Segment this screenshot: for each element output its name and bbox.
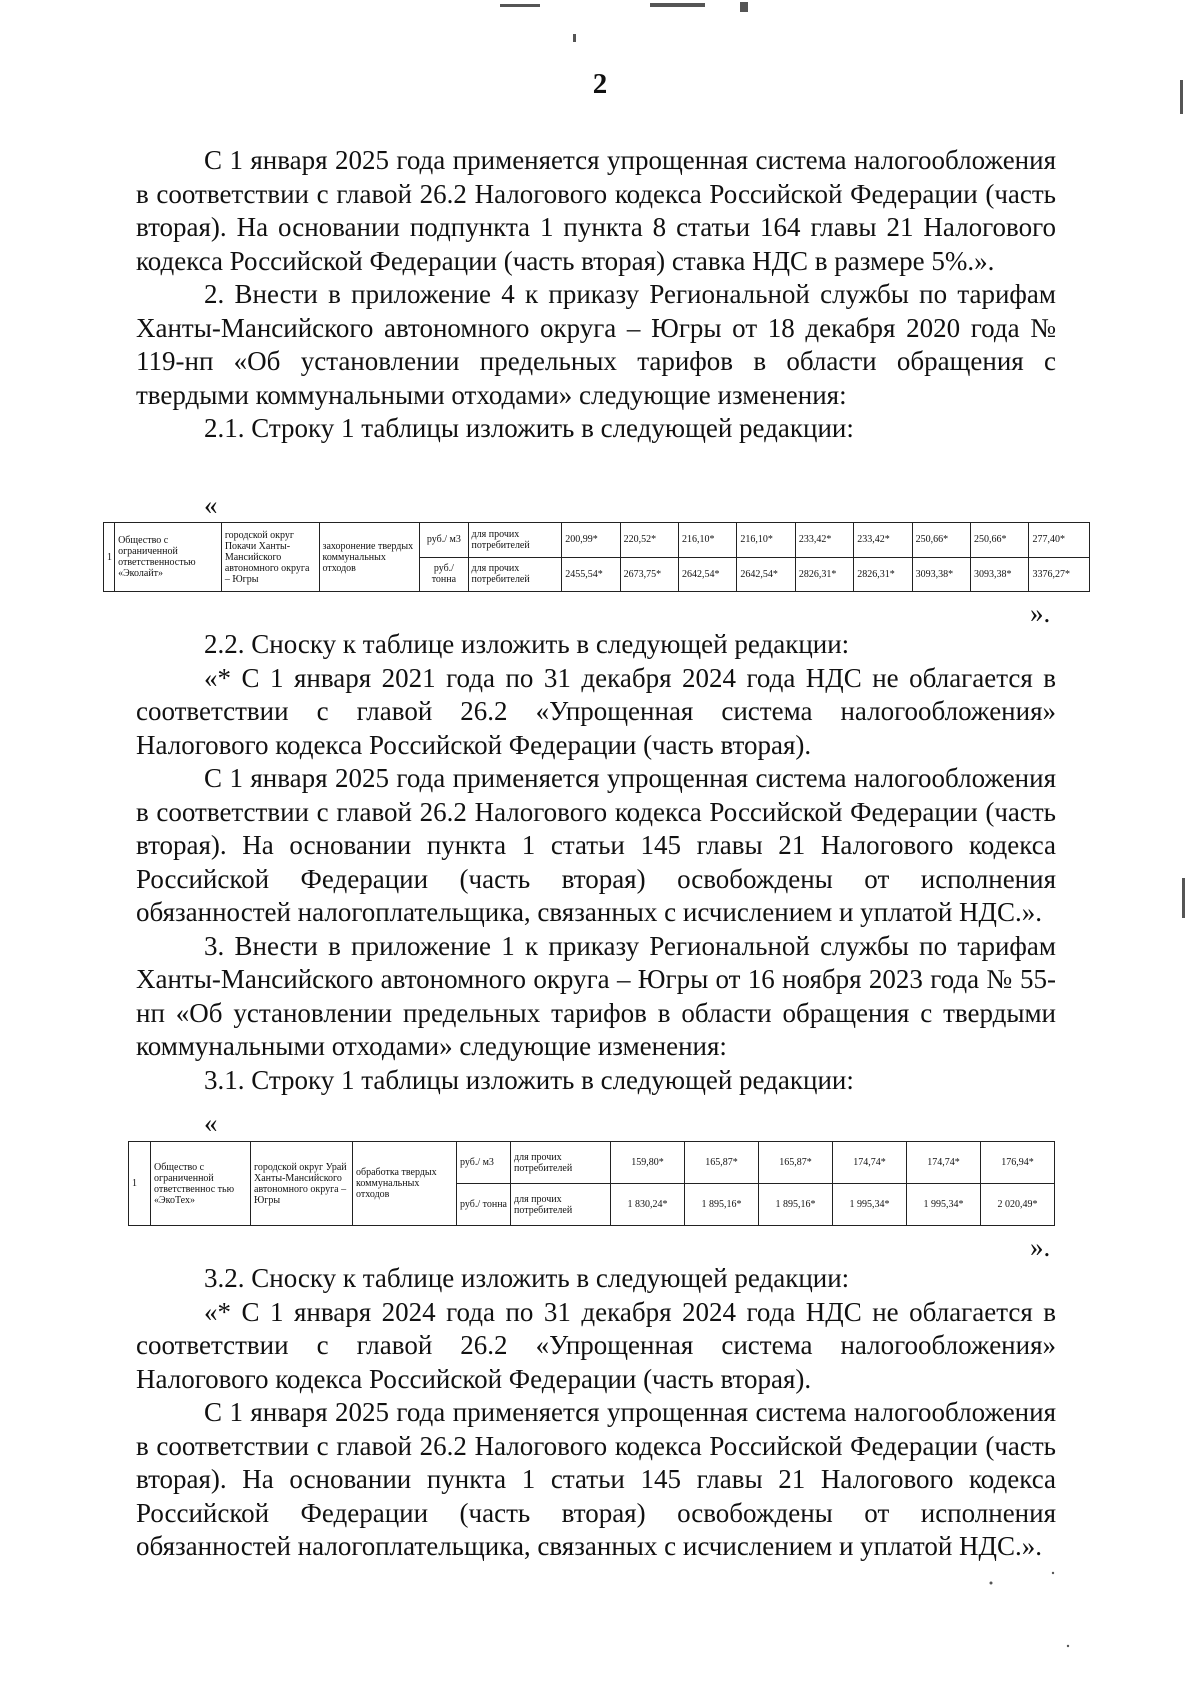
tariff-value: 1 830,24*	[611, 1184, 685, 1226]
text-block-middle	[136, 628, 1056, 1097]
tariff-value: 216,10*	[679, 523, 737, 558]
paragraph: 2. Внести в приложение 4 к приказу Региональной службы по тарифам Ханты-Мансийского автономного округа – Югры от 18 декабря 2020 года № 119-нп «Об установлении предельных тарифов в области обращения с твердыми коммунальными отходами» следующие изменения:	[136, 279, 1056, 410]
tariff-value: 3093,38*	[971, 557, 1029, 592]
unit-cell: руб./ тонна	[420, 557, 468, 592]
tariff-value: 216,10*	[737, 523, 795, 558]
row-number: 1	[129, 1142, 151, 1226]
tariff-value: 250,66*	[912, 523, 970, 558]
tariff-value: 174,74*	[833, 1142, 907, 1184]
consumer-cell: для прочих потребителей	[468, 557, 562, 592]
tariff-value: 2826,31*	[854, 557, 912, 592]
paragraph: 2.1. Строку 1 таблицы изложить в следующей редакции:	[204, 413, 854, 443]
tariff-table-1	[103, 522, 1090, 592]
tariff-value: 200,99*	[562, 523, 620, 558]
text-block-top	[136, 144, 1056, 446]
tariff-value: 220,52*	[620, 523, 678, 558]
unit-cell: руб./ тонна	[457, 1184, 511, 1226]
paragraph: 2.2. Сноску к таблице изложить в следующей редакции:	[204, 629, 850, 659]
tariff-value: 2673,75*	[620, 557, 678, 592]
tariff-value: 1 895,16*	[685, 1184, 759, 1226]
tariff-value: 1 895,16*	[759, 1184, 833, 1226]
row-number: 1	[104, 523, 115, 592]
activity-cell: захоронение твердых коммунальных отходов	[319, 523, 420, 592]
open-quote: «	[204, 490, 218, 520]
paragraph: 3.1. Строку 1 таблицы изложить в следующей редакции:	[204, 1064, 854, 1095]
tariff-value: 2455,54*	[562, 557, 620, 592]
text-block-bottom	[136, 1262, 1056, 1564]
tariff-value: 3093,38*	[912, 557, 970, 592]
tariff-value: 165,87*	[685, 1142, 759, 1184]
tariff-value: 2826,31*	[795, 557, 853, 592]
paragraph: С 1 января 2025 года применяется упрощенная система налогообложения в соответствии с главой 26.2 Налогового кодекса Российской Федерации (часть вторая). На основании подпункта 1 пункта 8 статьи 164 главы 21 Налогового кодекса Российской Федерации (часть вторая) ставка НДС в размере 5%.».	[136, 145, 1056, 276]
consumer-cell: для прочих потребителей	[511, 1184, 611, 1226]
unit-cell: руб./ м3	[420, 523, 468, 558]
territory-cell: городской округ Покачи Ханты-Мансийского автономного округа – Югры	[221, 523, 319, 592]
tariff-value: 1 995,34*	[907, 1184, 981, 1226]
unit-cell: руб./ м3	[457, 1142, 511, 1184]
tariff-value: 176,94*	[981, 1142, 1055, 1184]
consumer-cell: для прочих потребителей	[511, 1142, 611, 1184]
paragraph: С 1 января 2025 года применяется упрощенная система налогообложения в соответствии с главой 26.2 Налогового кодекса Российской Федерации (часть вторая). На основании пункта 1 статьи 145 главы 21 Налогового кодекса Российской Федерации (часть вторая) освобождены от исполнения обязанностей налогоплательщика, связанных с исчислением и уплатой НДС.».	[136, 763, 1056, 927]
tariff-value: 174,74*	[907, 1142, 981, 1184]
tariff-value: 159,80*	[611, 1142, 685, 1184]
paragraph: 3.2. Сноску к таблице изложить в следующей редакции:	[204, 1263, 850, 1293]
activity-cell: обработка твердых коммунальных отходов	[353, 1142, 457, 1226]
tariff-value: 3376,27*	[1029, 557, 1090, 592]
page-number: 2	[592, 68, 608, 100]
tariff-value: 1 995,34*	[833, 1184, 907, 1226]
paragraph: 3. Внести в приложение 1 к приказу Региональной службы по тарифам Ханты-Мансийского автономного округа – Югры от 16 ноября 2023 года № 55-нп «Об установлении предельных тарифов в области обращения с твердыми коммунальными отходами» следующие изменения:	[136, 930, 1056, 1061]
tariff-value: 233,42*	[795, 523, 853, 558]
paragraph: «* С 1 января 2024 года по 31 декабря 2024 года НДС не облагается в соответствии с главой 26.2 «Упрощенная система налогообложения» Налогового кодекса Российской Федерации (часть вторая).	[136, 1296, 1056, 1394]
tariff-value: 2642,54*	[737, 557, 795, 592]
tariff-value: 277,40*	[1029, 523, 1090, 558]
tariff-value: 233,42*	[854, 523, 912, 558]
tariff-table-2	[128, 1141, 1055, 1226]
table-row	[104, 523, 1090, 558]
organization-cell: Общество с ограниченной ответственнос тью «ЭкоТех»	[151, 1142, 251, 1226]
organization-cell: Общество с ограниченной ответственностью «Эколайт»	[115, 523, 222, 592]
consumer-cell: для прочих потребителей	[468, 523, 562, 558]
tariff-value: 165,87*	[759, 1142, 833, 1184]
close-quote: ».	[1030, 1232, 1051, 1262]
table-row	[129, 1142, 1055, 1184]
paragraph: «* С 1 января 2021 года по 31 декабря 2024 года НДС не облагается в соответствии с главой 26.2 «Упрощенная система налогообложения» Налогового кодекса Российской Федерации (часть вторая).	[136, 662, 1056, 760]
tariff-value: 2642,54*	[679, 557, 737, 592]
tariff-value: 2 020,49*	[981, 1184, 1055, 1226]
paragraph: С 1 января 2025 года применяется упрощенная система налогообложения в соответствии с главой 26.2 Налогового кодекса Российской Федерации (часть вторая). На основании пункта 1 статьи 145 главы 21 Налогового кодекса Российской Федерации (часть вторая) освобождены от исполнения обязанностей налогоплательщика, связанных с исчислением и уплатой НДС.».	[136, 1397, 1056, 1561]
open-quote: «	[204, 1108, 218, 1138]
tariff-value: 250,66*	[971, 523, 1029, 558]
close-quote: ».	[1030, 598, 1051, 628]
territory-cell: городской округ Урай Ханты-Мансийского автономного округа – Югры	[251, 1142, 353, 1226]
